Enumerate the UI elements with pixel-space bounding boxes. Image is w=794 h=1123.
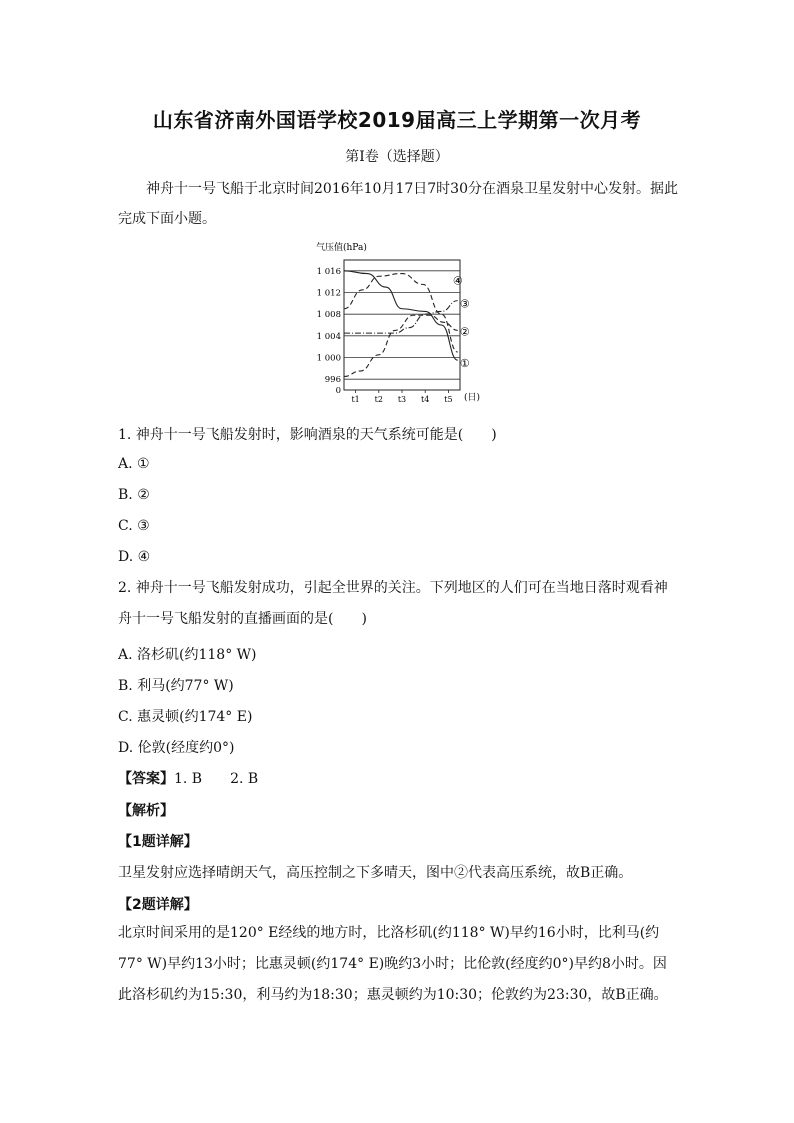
chart-xlabel: (日) xyxy=(464,393,481,403)
detail-1-label: 【1题详解】 xyxy=(118,834,198,850)
series-label-3: ③ xyxy=(459,297,470,311)
question-2-option-d: D. 伦敦(经度约0°) xyxy=(118,740,235,756)
pressure-chart xyxy=(310,238,490,410)
question-1-option-d: D. ④ xyxy=(118,549,151,565)
x-tick-label: t4 xyxy=(421,395,430,404)
question-1-option-c: C. ③ xyxy=(118,518,150,534)
x-tick-label: t2 xyxy=(374,395,383,404)
section-subtitle: 第Ⅰ卷（选择题） xyxy=(345,149,449,165)
analysis-label: 【解析】 xyxy=(118,803,174,819)
series-label-1: ① xyxy=(459,356,470,370)
question-2-stem: 2. 神舟十一号飞船发射成功，引起全世界的关注。下列地区的人们可在当地日落时观看神舟十一号飞船发射的直播画面的是( ) xyxy=(118,580,668,627)
y-tick-label: 996 xyxy=(324,375,341,386)
answer-text: 1. B 2. B xyxy=(174,771,259,787)
x-tick-label: t1 xyxy=(351,395,360,404)
question-2-option-a: A. 洛杉矶(约118° W) xyxy=(118,647,257,663)
answer-label: 【答案】 xyxy=(118,771,174,787)
x-tick-label: t3 xyxy=(397,395,407,404)
question-1-option-a: A. ① xyxy=(118,456,150,472)
question-2-option-b: B. 利马(约77° W) xyxy=(118,678,234,694)
detail-1-text: 卫星发射应选择晴朗天气，高压控制之下多晴天，图中②代表高压系统，故B正确。 xyxy=(118,865,633,881)
y-tick-label: 1 008 xyxy=(316,310,341,321)
series-line-4 xyxy=(344,274,458,353)
detail-2-text: 北京时间采用的是120° E经线的地方时，比洛杉矶(约118° W)早约16小时，比利马(约77° W)早约13小时；比惠灵顿(约174° E)晚约3小时；比伦敦(经度约0°)早约8小时。因此洛杉矶约为15:30，利马约为18:30；惠灵顿约为10:30；伦敦约为23:30，故B正确。 xyxy=(118,925,668,1003)
series-label-4: ④ xyxy=(452,274,463,288)
question-1-stem: 1. 神舟十一号飞船发射时，影响酒泉的天气系统可能是( ) xyxy=(118,427,497,443)
y-tick-label: 1 004 xyxy=(316,331,341,342)
y-tick-label: 1 012 xyxy=(316,288,341,299)
pressure-chart-svg xyxy=(310,238,490,406)
question-1-option-b: B. ② xyxy=(118,487,150,503)
y-tick-label: 1 000 xyxy=(316,353,341,364)
detail-2-label: 【2题详解】 xyxy=(118,897,198,913)
answer-line xyxy=(118,768,258,788)
chart-ylabel: 气压值(hPa) xyxy=(316,243,367,253)
y-tick-label: 0 xyxy=(335,386,341,396)
question-2-option-c: C. 惠灵顿(约174° E) xyxy=(118,709,253,725)
y-tick-label: 1 016 xyxy=(316,266,341,277)
series-line-1 xyxy=(344,271,458,360)
x-tick-label: t5 xyxy=(444,395,453,404)
series-label-2: ② xyxy=(459,325,470,339)
intro-paragraph: 神舟十一号飞船于北京时间2016年10月17日7时30分在酒泉卫星发射中心发射。据此完成下面小题。 xyxy=(118,181,678,227)
page-title: 山东省济南外国语学校2019届高三上学期第一次月考 xyxy=(152,108,642,132)
